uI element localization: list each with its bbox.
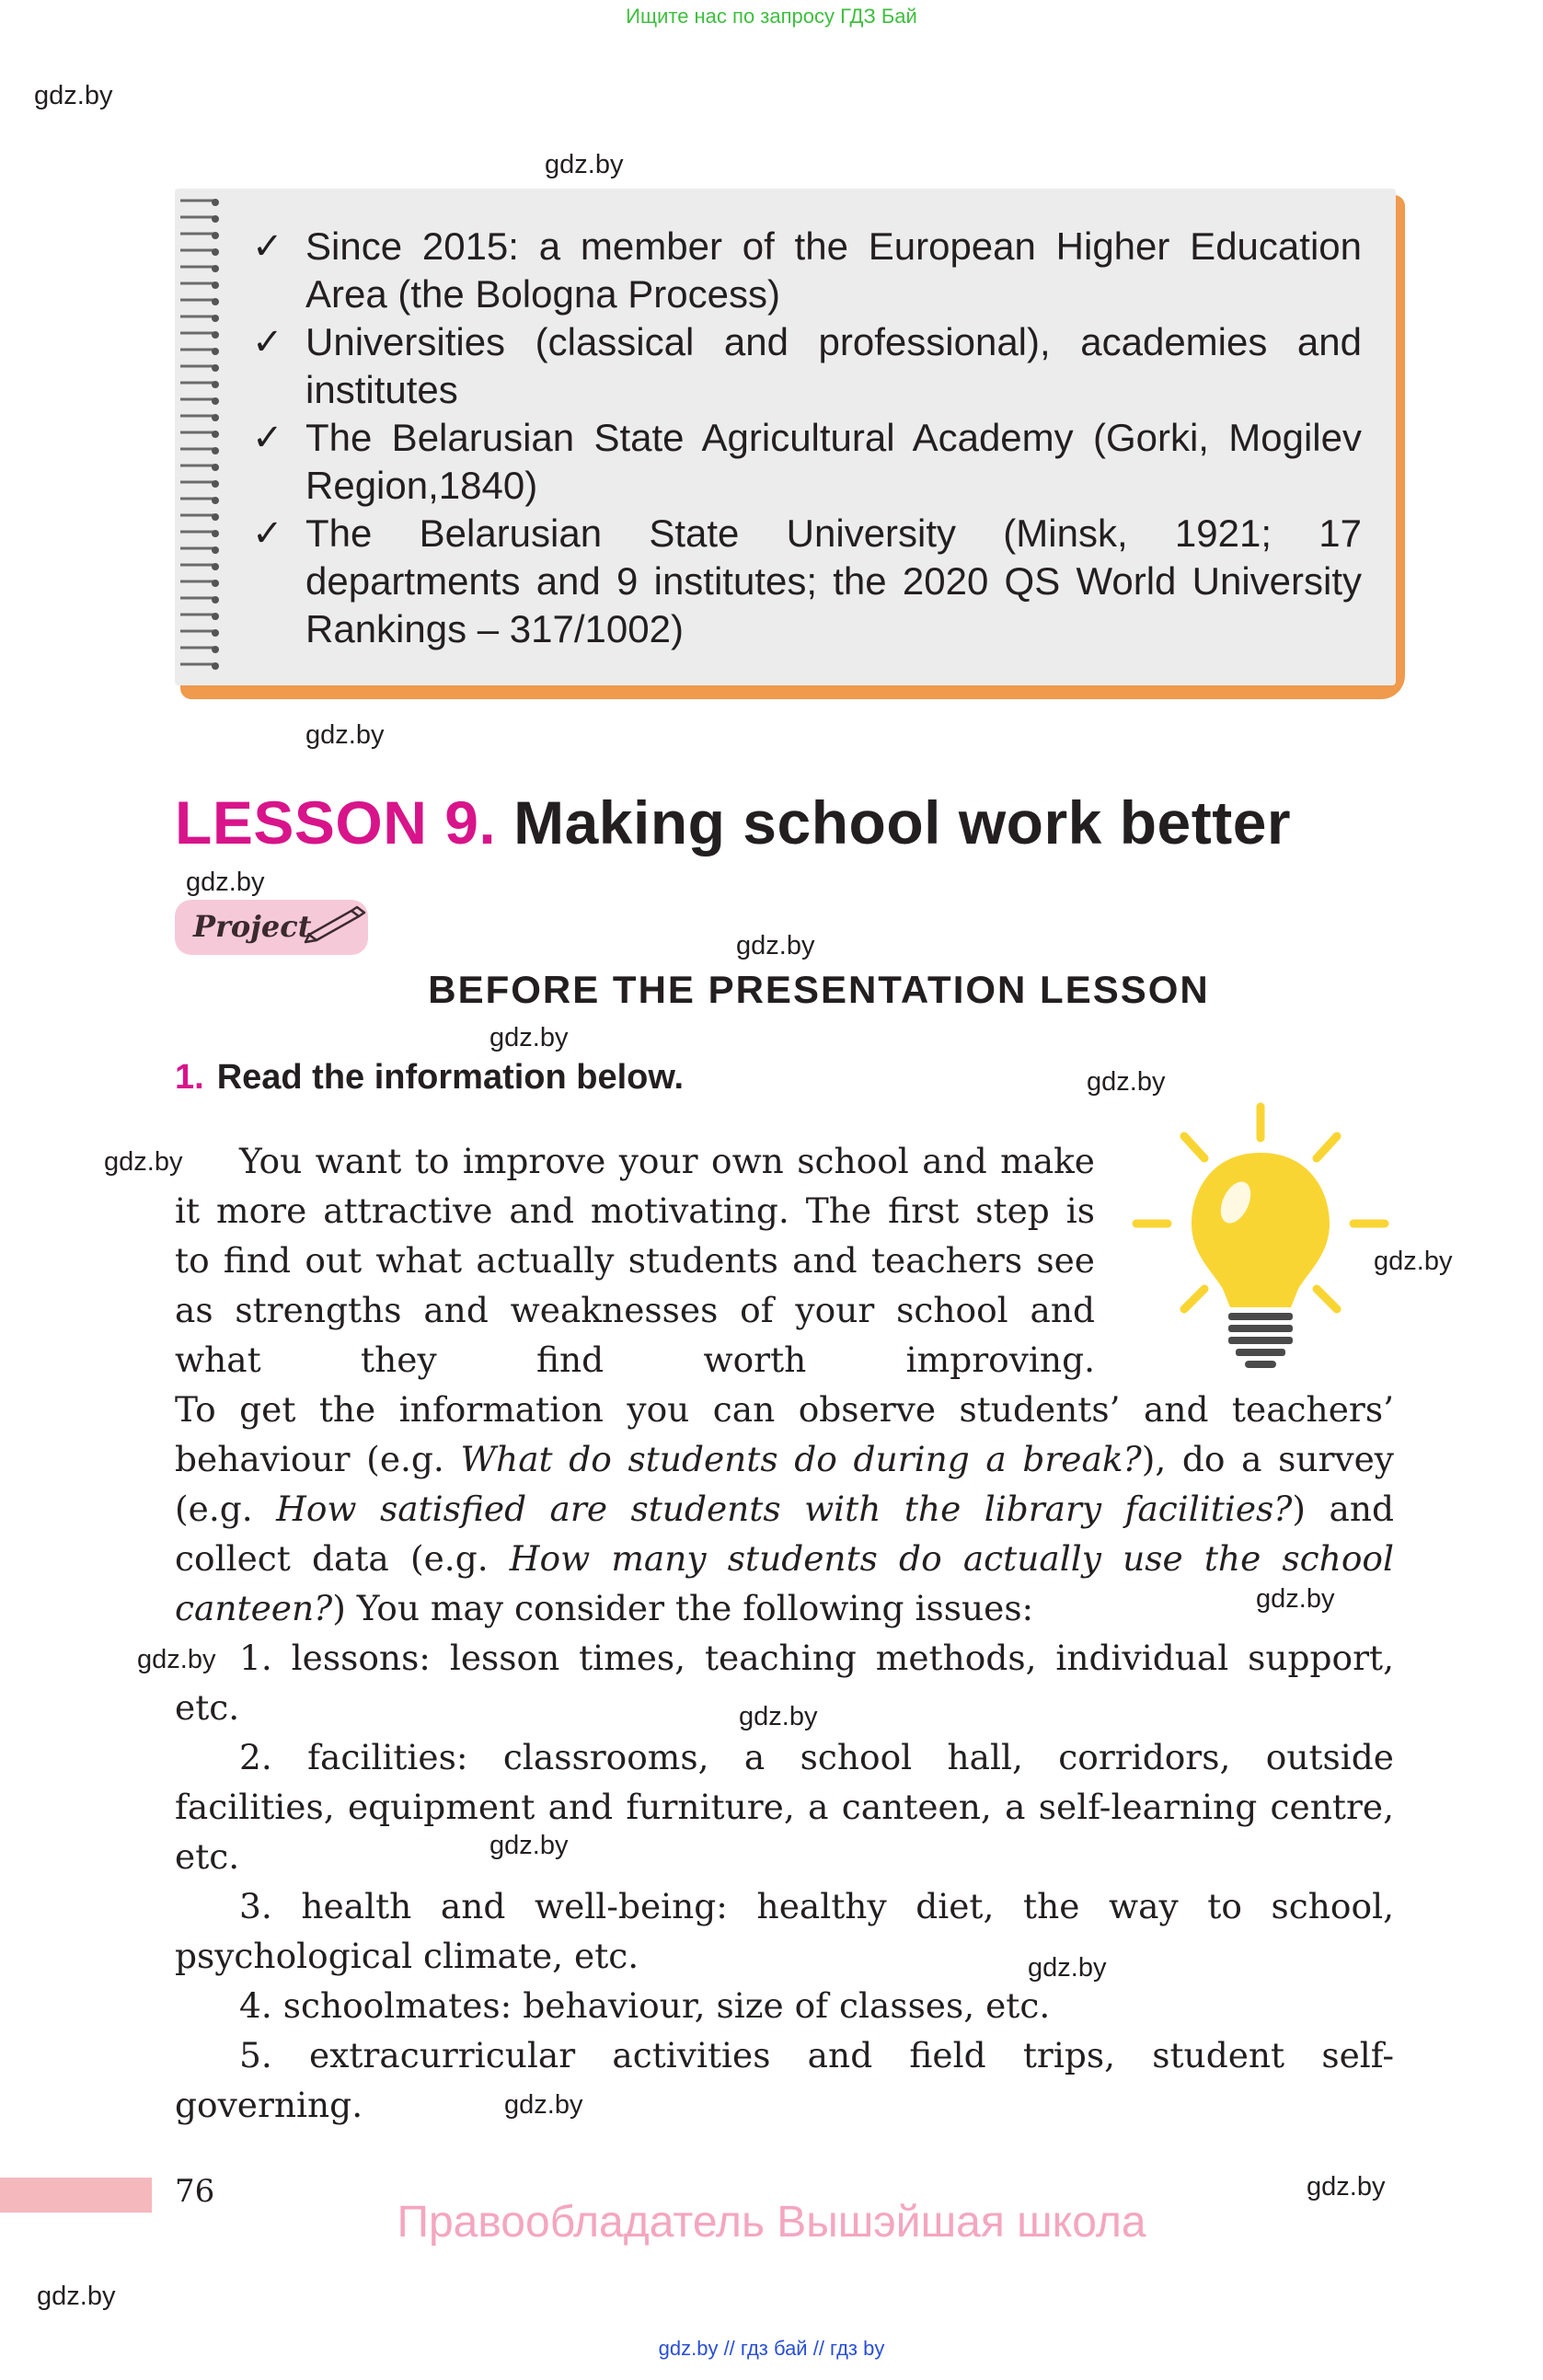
list-item: ✓ Universities (classical and professional), academies and institutes (252, 320, 1362, 411)
copyright-notice: Правообладатель Вышэйшая школа (397, 2198, 1146, 2247)
pencil-icon (304, 903, 370, 944)
watermark: gdz.by (489, 1831, 569, 1860)
list-item: ✓ The Belarusian State Agricultural Academy (Gorki, Mogilev Region,1840) (252, 416, 1362, 507)
watermark: gdz.by (1087, 1067, 1166, 1097)
watermark: gdz.by (739, 1702, 818, 1731)
list-item: 3. health and well-being: healthy diet, the way to school, psychological climate, etc. (175, 1886, 1394, 1976)
lesson-number: LESSON 9. (175, 788, 497, 857)
checkmark-icon: ✓ (252, 418, 283, 458)
lightbulb-icon (1127, 1099, 1394, 1375)
list-item: 4. schoolmates: behaviour, size of classes, etc. (239, 1985, 1051, 2026)
checkmark-icon: ✓ (252, 226, 283, 267)
example-question: How many students do actually use the school canteen? (175, 1538, 1394, 1628)
watermark: gdz.by (1374, 1247, 1453, 1276)
lesson-title: Making school work better (513, 788, 1292, 857)
watermark: gdz.by (1307, 2172, 1386, 2202)
watermark: gdz.by (736, 931, 815, 960)
project-badge (175, 900, 368, 955)
watermark: gdz.by (305, 720, 385, 750)
issues-list (175, 1633, 1394, 2130)
list-item: 5. extracurricular activities and field trips, student self-governing. (175, 2035, 1394, 2125)
example-question: What do students do during a break? (460, 1439, 1142, 1479)
watermark: gdz.by (504, 2090, 583, 2120)
project-label: Project (193, 909, 312, 944)
top-banner[interactable]: Ищите нас по запросу ГДЗ Бай (626, 5, 917, 28)
watermark: gdz.by (137, 1645, 216, 1674)
watermark: gdz.by (489, 1023, 569, 1052)
list-item: ✓ The Belarusian State University (Minsk, 1921; 17 departments and 9 institutes; the 2020 QS World University Rankings – 317/1002) (252, 512, 1362, 650)
intro-paragraph: You want to improve your own school and make it more attractive and motivating. The first step is to find out what actually students and teachers see as strengths and weaknesses of your school and what they find worth improving. (175, 1141, 1095, 1380)
method-paragraph: To get the information you can observe students’ and teachers’ behaviour (e.g. What do students do during a break?), do a survey (e.g. How satisfied are students with the library facilities?) and collect data (e.g. How many students do actually use the school canteen?) You may consider the following issues: (175, 1389, 1394, 1628)
watermark: gdz.by (1028, 1953, 1107, 1983)
list-item: 1. lessons: lesson times, teaching methods, individual support, etc. (175, 1638, 1394, 1728)
task-text: Read the information below. (216, 1058, 685, 1097)
watermark: gdz.by (186, 868, 265, 897)
watermark: gdz.by (545, 150, 624, 179)
task-instruction (175, 1058, 684, 1098)
list-item: 2. facilities: classrooms, a school hall, corridors, outside facilities, equipment and furniture, a canteen, a self-learning centre, etc. (175, 1737, 1394, 1877)
card-list (248, 223, 1362, 653)
example-question: How satisfied are students with the library facilities? (276, 1489, 1293, 1529)
list-item: ✓ Since 2015: a member of the European Higher Education Area (the Bologna Process) (252, 224, 1362, 316)
page-number: 76 (175, 2173, 215, 2210)
checkmark-icon: ✓ (252, 322, 283, 362)
spiral-binding-icon (177, 195, 225, 673)
section-heading: BEFORE THE PRESENTATION LESSON (428, 968, 1210, 1011)
bottom-links[interactable]: gdz.by // гдз бай // гдз by (658, 2337, 885, 2360)
watermark: gdz.by (1256, 1584, 1335, 1614)
watermark: gdz.by (34, 81, 113, 110)
lesson-heading (175, 788, 1291, 857)
watermark: gdz.by (37, 2282, 116, 2311)
watermark: gdz.by (104, 1147, 183, 1177)
checkmark-icon: ✓ (252, 513, 283, 554)
task-number: 1. (175, 1058, 204, 1097)
